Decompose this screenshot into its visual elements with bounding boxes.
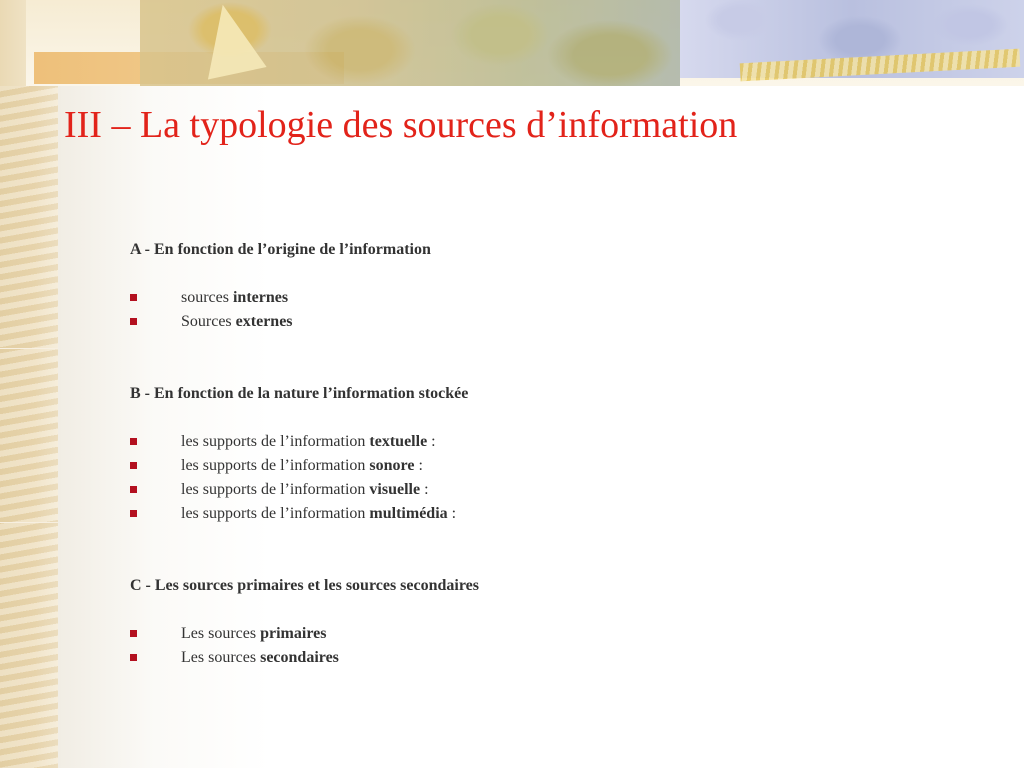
item-text: les supports de l’information [181,433,370,450]
section-b [130,382,910,526]
section-c [130,574,910,670]
item-emphasis: primaires [260,625,327,642]
square-bullet-icon [130,630,137,637]
section-heading: C - Les sources primaires et les sources secondaires [130,577,479,594]
square-bullet-icon [130,318,137,325]
slide-content [130,238,910,670]
item-text: Sources [181,313,236,330]
left-texture-strip [0,0,58,768]
square-bullet-icon [130,486,137,493]
list-item [130,310,910,334]
square-bullet-icon [130,294,137,301]
list-item [130,478,910,502]
bullet-list [130,286,910,334]
list-item [130,286,910,310]
slide-title: III – La typologie des sources d’information [64,104,738,146]
banner-stripe [0,0,26,86]
item-suffix: : [414,457,423,474]
item-text: Les sources [181,649,261,666]
list-item [130,454,910,478]
item-emphasis: internes [232,289,289,306]
item-suffix: : [447,505,457,522]
decorative-banner [0,0,1024,86]
bullet-list [130,622,910,670]
section-heading: B - En fonction de la nature l’information stockée [130,385,469,402]
section-a [130,238,910,334]
bullet-list [130,430,910,526]
item-emphasis: visuelle [369,481,421,498]
item-suffix: : [427,433,436,450]
item-emphasis: textuelle [369,433,428,450]
item-emphasis: sonore [369,457,415,474]
item-suffix: : [420,481,429,498]
item-text: sources [181,289,233,306]
square-bullet-icon [130,654,137,661]
item-text: Les sources [181,625,261,642]
list-item [130,502,910,526]
list-item [130,622,910,646]
item-emphasis: externes [235,313,293,330]
list-item [130,430,910,454]
item-emphasis: multimédia [369,505,448,522]
square-bullet-icon [130,462,137,469]
strip-seam [0,522,58,523]
square-bullet-icon [130,438,137,445]
item-text: les supports de l’information [181,481,370,498]
square-bullet-icon [130,510,137,517]
strip-seam [0,348,58,349]
item-text: les supports de l’information [181,457,370,474]
item-emphasis: secondaires [260,649,339,666]
item-text: les supports de l’information [181,505,370,522]
list-item [130,646,910,670]
section-heading: A - En fonction de l’origine de l’information [130,241,431,258]
